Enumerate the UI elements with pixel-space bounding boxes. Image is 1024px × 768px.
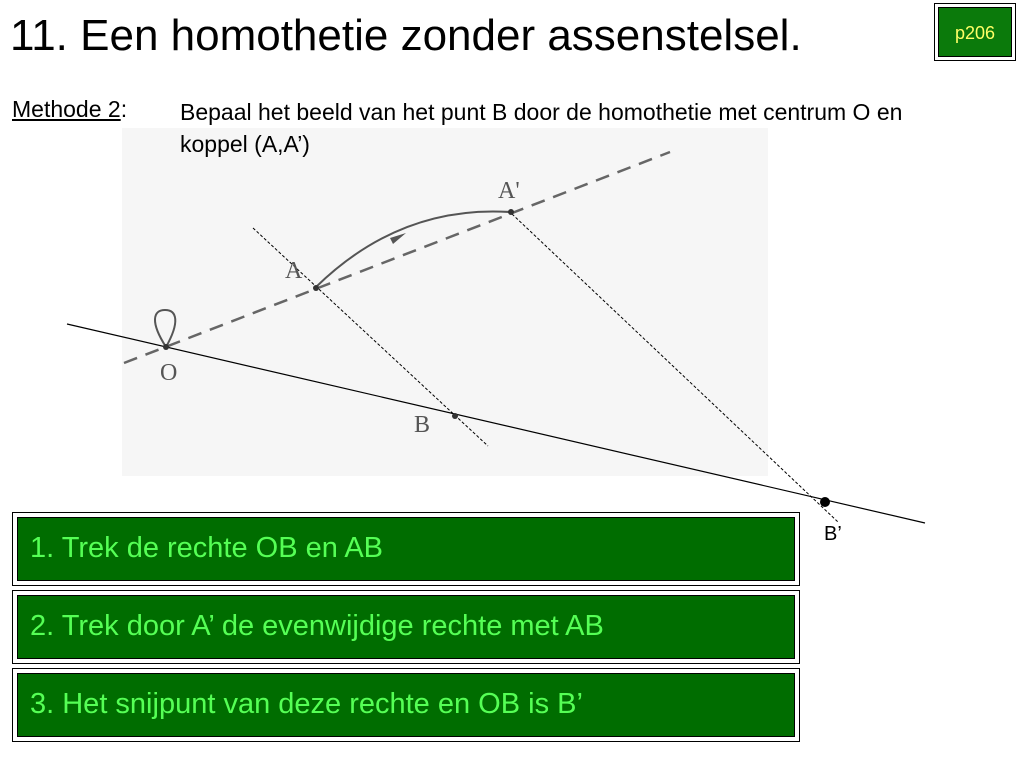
step-1-label[interactable]: 1. Trek de rechte OB en AB <box>17 517 795 581</box>
point-o <box>163 344 169 350</box>
step-3-button[interactable] <box>12 668 800 742</box>
arrowhead-icon <box>390 233 406 244</box>
loop-at-o-icon <box>155 310 175 347</box>
point-b <box>452 413 458 419</box>
method-colon: : <box>120 96 128 122</box>
label-a-prime: A' <box>498 178 520 204</box>
page-reference-label[interactable]: p206 <box>938 7 1012 57</box>
point-b-prime <box>820 497 830 507</box>
arrow-a-to-a-prime <box>316 211 510 287</box>
label-b-prime: B’ <box>824 523 842 545</box>
label-o: O <box>160 360 178 386</box>
step-1-button[interactable] <box>12 512 800 586</box>
point-a <box>313 285 319 291</box>
label-a: A <box>285 258 303 284</box>
page-title: 11. Een homothetie zonder assenstelsel. <box>10 11 802 60</box>
dashed-line-oa <box>124 152 670 363</box>
step-3-label[interactable]: 3. Het snijpunt van deze rechte en OB is B’ <box>17 673 795 737</box>
line-ob <box>67 324 925 523</box>
point-a-prime <box>508 209 514 215</box>
instruction-text: Bepaal het beeld van het punt B door de homothetie met centrum O en koppel (A,A’) <box>180 99 903 157</box>
step-2-label[interactable]: 2. Trek door A’ de evenwijdige rechte met AB <box>17 595 795 659</box>
dotted-parallel-line <box>512 214 838 522</box>
method-label: Methode 2 <box>12 96 121 122</box>
step-2-button[interactable] <box>12 590 800 664</box>
label-b: B <box>414 412 431 438</box>
